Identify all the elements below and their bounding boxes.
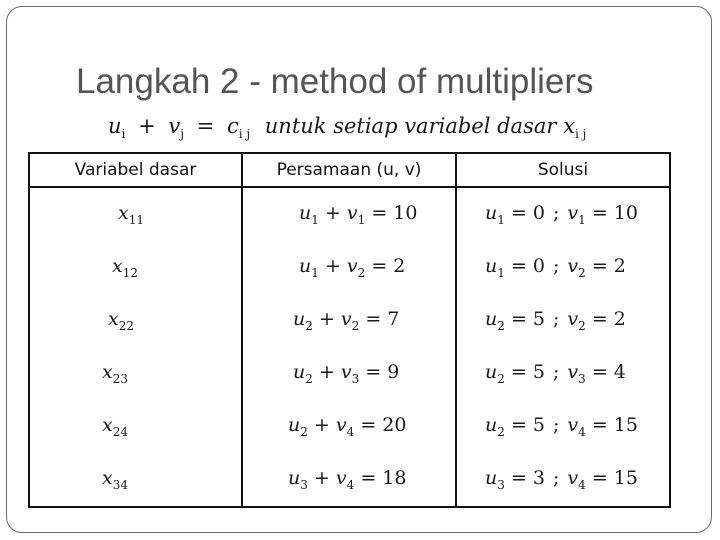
eq-plus: + [318, 308, 335, 331]
var-symbol: $x_{23}$ [102, 361, 128, 386]
eq-equals: = [365, 361, 382, 384]
var-symbol: $x_{12}$ [112, 255, 138, 280]
formula-u: $u_i$ [108, 114, 126, 142]
sol-u-value: 0 [532, 202, 545, 225]
formula-v: $v_j$ [168, 114, 184, 142]
sol-separator: ; [553, 467, 560, 490]
eq-equals: = [371, 255, 388, 278]
cell-persamaan [242, 187, 456, 241]
sol-u: $u_1$ [485, 202, 505, 227]
var-symbol: $x_{22}$ [108, 308, 134, 333]
eq-u: $u_1$ [299, 202, 319, 227]
eq-v: $v_4$ [335, 414, 355, 439]
eq-value: 18 [382, 467, 407, 490]
formula-x: $x_{i j}$ [563, 114, 587, 142]
formula-line [108, 114, 586, 141]
eq-value: 9 [387, 361, 400, 384]
header-variabel-dasar: Variabel dasar [29, 153, 242, 187]
var-symbol: $x_{34}$ [102, 467, 128, 492]
sol-u-value: 5 [532, 308, 545, 331]
eq-v: $v_2$ [340, 308, 360, 333]
sol-v: $v_3$ [567, 361, 586, 386]
sol-v-equals: = [591, 308, 608, 331]
sol-u-value: 5 [532, 414, 545, 437]
var-symbol: $x_{24}$ [102, 414, 128, 439]
sol-v-equals: = [591, 414, 608, 437]
eq-plus: + [324, 202, 341, 225]
sol-v: $v_1$ [567, 202, 586, 227]
table-row [29, 241, 670, 294]
eq-value: 20 [382, 414, 407, 437]
eq-plus: + [313, 414, 330, 437]
sol-u: $u_2$ [485, 361, 505, 386]
slide-title: Langkah 2 - method of multipliers [76, 62, 594, 101]
var-symbol: $x_{11}$ [118, 202, 144, 227]
sol-v-value: 4 [613, 361, 626, 384]
sol-v: $v_4$ [567, 467, 586, 492]
eq-u: $u_1$ [299, 255, 319, 280]
eq-v: $v_1$ [346, 202, 366, 227]
header-persamaan: Persamaan (u, v) [242, 153, 456, 187]
cell-solusi [456, 400, 670, 453]
cell-persamaan [242, 400, 456, 453]
cell-solusi [456, 241, 670, 294]
formula-c: $c_{i j}$ [226, 114, 251, 142]
table-row [29, 400, 670, 453]
eq-u: $u_3$ [288, 467, 308, 492]
eq-equals: = [365, 308, 382, 331]
sol-v: $v_4$ [567, 414, 586, 439]
sol-u-value: 3 [532, 467, 545, 490]
cell-variabel [29, 187, 242, 241]
cell-solusi [456, 453, 670, 507]
eq-v: $v_3$ [340, 361, 360, 386]
sol-u-equals: = [510, 255, 527, 278]
sol-v-value: 15 [613, 414, 638, 437]
eq-value: 2 [393, 255, 406, 278]
sol-v: $v_2$ [567, 255, 586, 280]
cell-persamaan [242, 294, 456, 347]
sol-u-value: 5 [532, 361, 545, 384]
sol-u: $u_2$ [485, 414, 505, 439]
cell-solusi [456, 187, 670, 241]
sol-separator: ; [553, 308, 560, 331]
sol-u-equals: = [510, 361, 527, 384]
eq-plus: + [313, 467, 330, 490]
eq-equals: = [371, 202, 388, 225]
sol-u: $u_3$ [485, 467, 505, 492]
table-row [29, 347, 670, 400]
eq-plus: + [324, 255, 341, 278]
eq-u: $u_2$ [293, 361, 313, 386]
sol-v-value: 15 [613, 467, 638, 490]
eq-plus: + [318, 361, 335, 384]
eq-u: $u_2$ [288, 414, 308, 439]
eq-value: 10 [393, 202, 418, 225]
eq-equals: = [360, 467, 377, 490]
table-row [29, 453, 670, 507]
cell-variabel [29, 241, 242, 294]
cell-variabel [29, 453, 242, 507]
sol-u-equals: = [510, 308, 527, 331]
formula-equals: = [196, 114, 215, 138]
sol-v-equals: = [591, 255, 608, 278]
cell-solusi [456, 347, 670, 400]
table-row [29, 187, 670, 241]
sol-u-equals: = [510, 467, 527, 490]
sol-u: $u_2$ [485, 308, 505, 333]
sol-u-value: 0 [532, 255, 545, 278]
cell-variabel [29, 347, 242, 400]
table-header-row [29, 153, 670, 187]
sol-v-value: 2 [613, 255, 626, 278]
eq-u: $u_2$ [293, 308, 313, 333]
sol-v-value: 2 [613, 308, 626, 331]
sol-v-equals: = [591, 202, 608, 225]
sol-u: $u_1$ [485, 255, 505, 280]
multipliers-table [28, 152, 671, 508]
sol-v-value: 10 [613, 202, 638, 225]
sol-separator: ; [553, 361, 560, 384]
sol-separator: ; [553, 414, 560, 437]
cell-persamaan [242, 453, 456, 507]
formula-plus: + [138, 114, 156, 138]
sol-v-equals: = [591, 467, 608, 490]
sol-u-equals: = [510, 414, 527, 437]
eq-v: $v_4$ [335, 467, 355, 492]
sol-v-equals: = [591, 361, 608, 384]
formula-text: untuk setiap variabel dasar [264, 114, 557, 138]
header-solusi: Solusi [456, 153, 670, 187]
eq-value: 7 [387, 308, 400, 331]
sol-u-equals: = [510, 202, 527, 225]
table-row [29, 294, 670, 347]
cell-solusi [456, 294, 670, 347]
cell-persamaan [242, 347, 456, 400]
eq-equals: = [360, 414, 377, 437]
cell-persamaan [242, 241, 456, 294]
cell-variabel [29, 294, 242, 347]
sol-separator: ; [553, 202, 560, 225]
eq-v: $v_2$ [346, 255, 366, 280]
cell-variabel [29, 400, 242, 453]
sol-v: $v_2$ [567, 308, 586, 333]
sol-separator: ; [553, 255, 560, 278]
